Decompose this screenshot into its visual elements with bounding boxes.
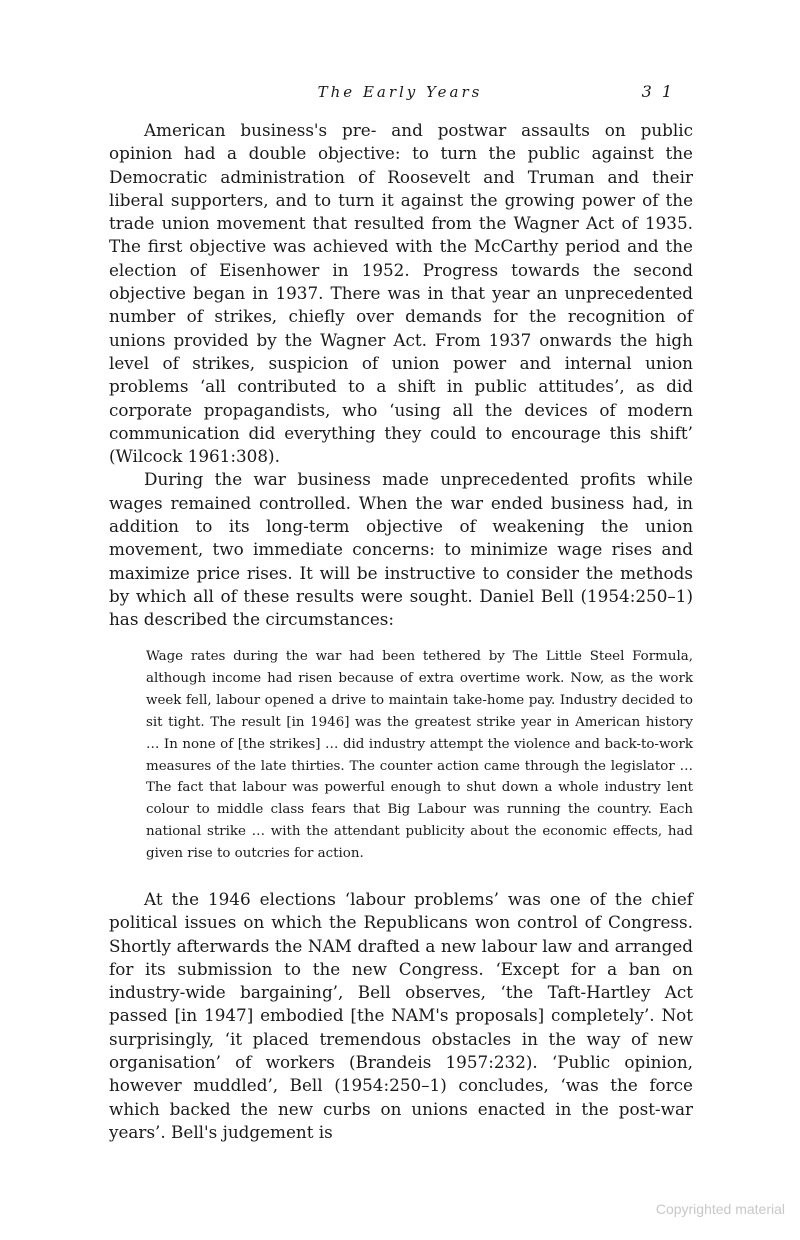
body-text-top xyxy=(109,119,693,632)
paragraph: During the war business made unprecedented profits while wages remained controlled. When the war ended business had, in addition to its long-term objective of weakening the union movement, two immediate concerns: to minimize wage rises and maximize price rises. It will be instructive to consider the methods by which all of these results were sought. Daniel Bell (1954:250–1) has described the circumstances: xyxy=(109,469,693,630)
copyright-watermark: Copyrighted material xyxy=(655,1201,785,1217)
running-head xyxy=(0,82,800,106)
paragraph: American business's pre- and postwar assaults on public opinion had a double objective: to turn the public against the Democratic administration of Roosevelt and Truman and their liberal supporters, and to turn it against the growing power of the trade union movement that resulted from the Wagner Act of 1935. The first objective was achieved with the McCarthy period and the election of Eisenhower in 1952. Progress towards the second objective began in 1937. There was in that year an unprecedented number of strikes, chiefly over demands for the recognition of unions provided by the Wagner Act. From 1937 onwards the high level of strikes, suspicion of union power and internal union problems ‘all contributed to a shift in public attitudes’, as did corporate propagandists, who ‘using all the devices of modern communication did everything they could to encourage this shift’ (Wilcock 1961:308). xyxy=(109,120,693,467)
block-quote: Wage rates during the war had been tethered by The Little Steel Formula, although income had risen because of extra overtime work. Now, as the work week fell, labour opened a drive to maintain take-home pay. Industry decided to sit tight. The result [in 1946] was the greatest strike year in American history … In none of [the strikes] … did industry attempt the violence and back-to-work measures of the late thirties. The counter action came through the legislator … The fact that labour was powerful enough to shut down a whole industry lent colour to middle class fears that Big Labour was running the country. Each national strike … with the attendant publicity about the economic effects, had given rise to outcries for action. xyxy=(146,649,693,862)
paragraph: At the 1946 elections ‘labour problems’ was one of the chief political issues on which the Republicans won control of Congress. Shortly afterwards the NAM drafted a new labour law and arranged for its submission to the new Congress. ‘Except for a ban on industry-wide bargaining’, Bell observes, ‘the Taft-Hartley Act passed [in 1947] embodied [the NAM's proposals] completely’. Not surprisingly, ‘it placed tremendous obstacles in the way of new organisation’ of workers (Brandeis 1957:232). ‘Public opinion, however muddled’, Bell (1954:250–1) concludes, ‘was the force which backed the new curbs on unions enacted in the post-war years’. Bell's judgement is xyxy=(109,889,693,1142)
body-text-bottom xyxy=(109,888,693,1144)
running-title: The Early Years xyxy=(317,83,483,101)
page-number: 31 xyxy=(641,82,682,101)
